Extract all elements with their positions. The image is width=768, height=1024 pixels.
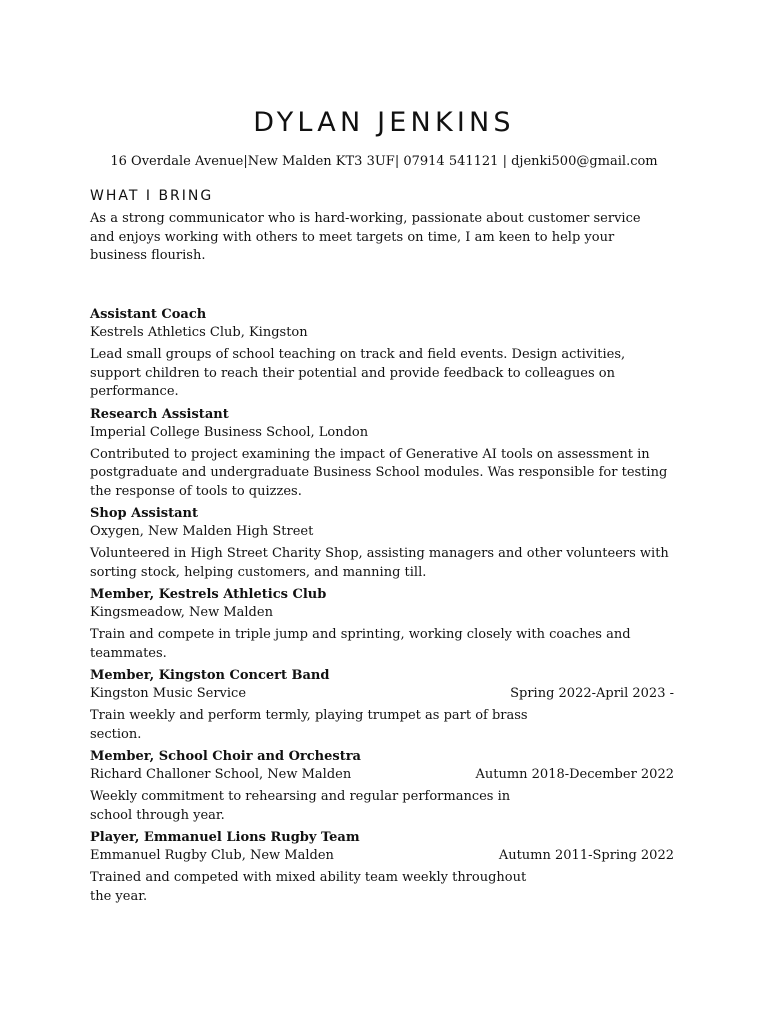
experience-list — [90, 306, 674, 910]
entry-organisation: Kingsmeadow, New Malden — [90, 605, 273, 620]
entry-subline — [90, 424, 674, 442]
entry-title: Player, Emmanuel Lions Rugby Team — [90, 830, 360, 845]
entry-organisation: Imperial College Business School, London — [90, 424, 369, 440]
entry-title: Research Assistant — [90, 406, 229, 422]
entry-subline — [90, 847, 674, 865]
experience-entry — [90, 505, 674, 582]
entry-dates: Autumn 2018-December 2022 — [475, 767, 674, 782]
experience-entry — [90, 306, 674, 402]
experience-entry — [90, 406, 674, 502]
entry-description: Weekly commitment to rehearsing and regular performances in school through year. — [90, 789, 511, 823]
entry-organisation: Kestrels Athletics Club, Kingston — [90, 325, 308, 340]
entry-description: Train weekly and perform termly, playing trumpet as part of brass section. — [90, 708, 528, 742]
summary-heading: WHAT I BRING — [90, 188, 214, 204]
entry-organisation: Richard Challoner School, New Malden — [90, 767, 352, 782]
entry-subline — [90, 685, 674, 703]
entry-title: Assistant Coach — [90, 307, 207, 322]
entry-description: Train and compete in triple jump and sprinting, working closely with coaches and teammates. — [90, 627, 631, 661]
entry-description: Trained and competed with mixed ability team weekly throughout the year. — [90, 870, 527, 904]
summary-text: As a strong communicator who is hard-working, passionate about customer service and enjoys working with others to meet targets on time, I am keen to help your business flourish. — [90, 211, 641, 263]
entry-description: Volunteered in High Street Charity Shop, assisting managers and other volunteers with sorting stock, helping customers, and manning till. — [90, 546, 669, 580]
experience-entry — [90, 748, 674, 825]
entry-dates: Spring 2022-April 2023 - — [510, 686, 674, 701]
entry-subline — [90, 523, 674, 541]
entry-title: Member, Kingston Concert Band — [90, 668, 330, 683]
entry-subline — [90, 604, 674, 622]
entry-title: Member, Kestrels Athletics Club — [90, 587, 327, 602]
experience-entry — [90, 829, 674, 906]
candidate-name: DYLAN JENKINS — [253, 107, 515, 138]
entry-dates: Autumn 2011-Spring 2022 — [498, 848, 674, 863]
contact-line — [0, 153, 768, 171]
entry-subline — [90, 766, 674, 784]
experience-entry — [90, 667, 674, 744]
entry-organisation: Kingston Music Service — [90, 686, 247, 701]
entry-description: Contributed to project examining the impact of Generative AI tools on assessment in postgraduate and undergraduate Business School modules. Was responsible for testing the response of tools to quizzes. — [90, 446, 668, 499]
entry-subline — [90, 324, 674, 342]
entry-description: Lead small groups of school teaching on track and field events. Design activities, support children to reach their potential and provide feedback to colleagues on performance. — [90, 347, 626, 399]
contact-details: 16 Overdale Avenue|New Malden KT3 3UF| 07914 541121 | djenki500@gmail.com — [110, 154, 658, 169]
entry-title: Member, School Choir and Orchestra — [90, 749, 361, 764]
entry-title: Shop Assistant — [90, 506, 198, 521]
experience-entry — [90, 586, 674, 663]
entry-organisation: Oxygen, New Malden High Street — [90, 524, 314, 539]
entry-organisation: Emmanuel Rugby Club, New Malden — [90, 848, 334, 863]
